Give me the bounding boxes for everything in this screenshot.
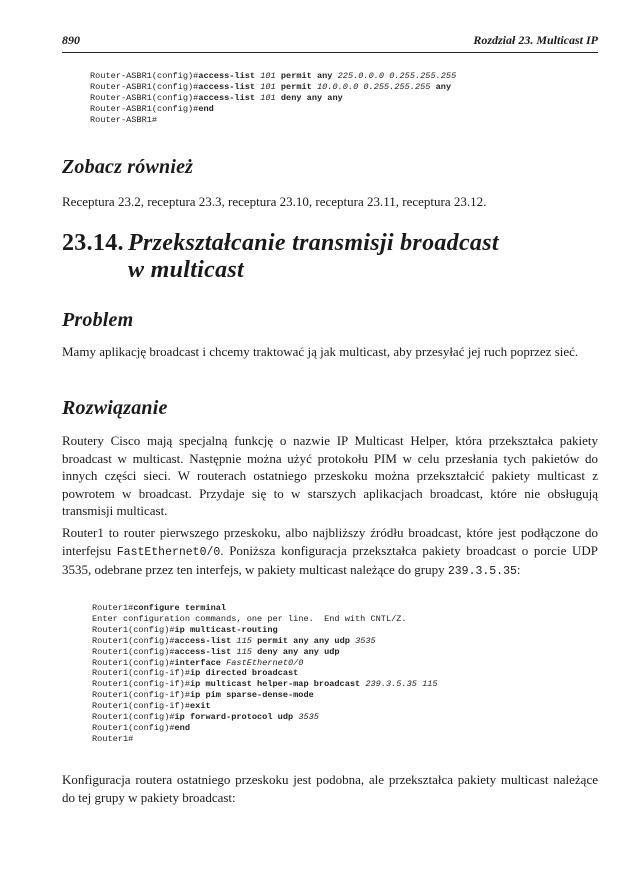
- code-line: [92, 712, 438, 723]
- code-segment: Router1(config)#: [92, 624, 175, 635]
- code-segment: Router1(config-if)#: [92, 701, 190, 712]
- code-line: [90, 71, 456, 82]
- problem-heading: Problem: [62, 309, 134, 331]
- see-also-heading: Zobacz również: [62, 156, 194, 178]
- code-segment: interface: [174, 657, 221, 668]
- code-segment: Router-ASBR1#: [90, 114, 158, 125]
- section-number: 23.14.: [62, 230, 124, 256]
- code-segment: Router1(config-if)#: [92, 668, 190, 679]
- para2-text-b: . Poniższa konfiguracja przekształca pakiety broadcast o porcie UDP 3535, odebrane przez ten interfejs, w pakiety multicast należące do grupy: [62, 542, 599, 578]
- section-title: [62, 230, 499, 284]
- code-segment: 10.0.0.0 0.255.255.255: [317, 81, 431, 92]
- code-segment: 3535: [298, 712, 319, 723]
- code-segment: 101: [260, 92, 276, 103]
- code-segment: Router-ASBR1(config)#: [90, 71, 199, 81]
- code-segment: access-list: [198, 92, 256, 103]
- code-segment: 225.0.0.0 0.255.255.255: [337, 71, 457, 81]
- code-segment: access-list: [174, 635, 232, 646]
- code-segment: 115: [236, 635, 252, 646]
- code-line: [92, 658, 438, 669]
- chapter-title: Rozdział 23. Multicast IP: [473, 33, 598, 47]
- code-segment: any: [435, 81, 452, 92]
- code-segment: 239.3.5.35 115: [365, 679, 438, 690]
- code-line: [92, 734, 438, 745]
- para2-text-a: Router1 to router pierwszego przeskoku, albo najbliższy źródłu broadcast, które jest podłączone do interfejsu: [62, 525, 598, 558]
- code-segment: Enter configuration commands, one per line. End with CNTL/Z.: [92, 613, 407, 624]
- code-line: [90, 82, 456, 93]
- code-segment: deny any any udp: [257, 646, 340, 657]
- interface-name: FastEthernet0/0: [116, 545, 221, 559]
- code-segment: access-list: [198, 71, 256, 81]
- section-title-line1: Przekształcanie transmisji broadcast: [128, 230, 499, 256]
- code-segment: permit any: [280, 71, 333, 81]
- section-title-line2: w multicast: [128, 257, 244, 283]
- code-segment: Router1(config)#: [92, 712, 175, 723]
- code-segment: Router1#: [92, 733, 134, 744]
- code-line: [92, 701, 438, 712]
- code-segment: permit any any udp: [257, 635, 350, 646]
- code-segment: Router-ASBR1(config)#: [90, 103, 199, 114]
- code-segment: access-list: [198, 81, 256, 92]
- solution-heading: Rozwiązanie: [62, 397, 168, 419]
- code-segment: Router1(config-if)#: [92, 679, 190, 690]
- solution-paragraph-1: Routery Cisco mają specjalną funkcję o nazwie IP Multicast Helper, która przekształca pakiety broadcast w multicast. Następnie można użyć protokołu PIM w celu przesłania tych pakietów do innych części sieci. W routerach ostatniego przeskoku można przekształcić pakiety multicast z powrotem w broadcast. Przydaje się to w starszych aplikacjach broadcast, które nie obsługują transmisji multicast.: [62, 433, 598, 519]
- running-header: [62, 33, 598, 53]
- code-segment: Router1#: [92, 603, 134, 613]
- code-line: [92, 668, 438, 679]
- code-line: [92, 625, 438, 636]
- code-segment: end: [174, 722, 190, 733]
- code-line: [92, 723, 438, 734]
- see-also-text: Receptura 23.2, receptura 23.3, receptura 23.10, receptura 23.11, receptura 23.12.: [62, 194, 487, 209]
- header-rule: [62, 52, 598, 53]
- multicast-group: 239.3.5.35: [447, 565, 517, 579]
- code-segment: Router1(config)#: [92, 657, 175, 668]
- page-number: 890: [62, 33, 80, 47]
- code-block-router1: [92, 603, 438, 745]
- code-segment: ip directed broadcast: [190, 668, 299, 679]
- code-segment: ip multicast-routing: [174, 624, 278, 635]
- code-segment: exit: [190, 701, 211, 712]
- code-segment: ip pim sparse-dense-mode: [190, 690, 314, 701]
- code-segment: Router1(config)#: [92, 722, 175, 733]
- code-segment: FastEthernet0/0: [226, 657, 304, 668]
- code-segment: Router1(config)#: [92, 646, 175, 657]
- code-segment: configure terminal: [133, 603, 227, 613]
- code-segment: access-list: [174, 646, 232, 657]
- para2-text-c: :: [516, 562, 521, 578]
- code-line: [92, 647, 438, 658]
- code-line: [92, 679, 438, 690]
- code-segment: 3535: [355, 635, 376, 646]
- problem-text: Mamy aplikację broadcast i chcemy traktować ją jak multicast, aby przesyłać jej ruch poprzez sieć.: [62, 344, 579, 359]
- code-segment: ip multicast helper-map broadcast: [190, 679, 361, 690]
- code-line: [92, 636, 438, 647]
- code-segment: 115: [236, 646, 252, 657]
- code-segment: Router1(config)#: [92, 635, 175, 646]
- code-segment: ip forward-protocol udp: [174, 712, 294, 723]
- solution-paragraph-2: [62, 524, 598, 581]
- code-segment: deny any any: [280, 92, 343, 103]
- code-segment: 101: [260, 71, 276, 81]
- code-line: [92, 690, 438, 701]
- code-line: [92, 614, 438, 625]
- code-line: [90, 93, 456, 104]
- code-segment: Router-ASBR1(config)#: [90, 92, 199, 103]
- code-segment: end: [198, 103, 214, 114]
- code-line: [92, 603, 438, 614]
- code-segment: Router1(config-if)#: [92, 690, 190, 701]
- code-line: [90, 115, 456, 126]
- closing-paragraph: Konfiguracja routera ostatniego przeskoku jest podobna, ale przekształca pakiety multicast należące do tej grupy w pakiety broadcast:: [62, 772, 598, 805]
- code-segment: Router-ASBR1(config)#: [90, 81, 199, 92]
- code-line: [90, 104, 456, 115]
- code-segment: 101: [260, 81, 276, 92]
- code-segment: permit: [280, 81, 312, 92]
- code-block-asbr1: [90, 71, 456, 126]
